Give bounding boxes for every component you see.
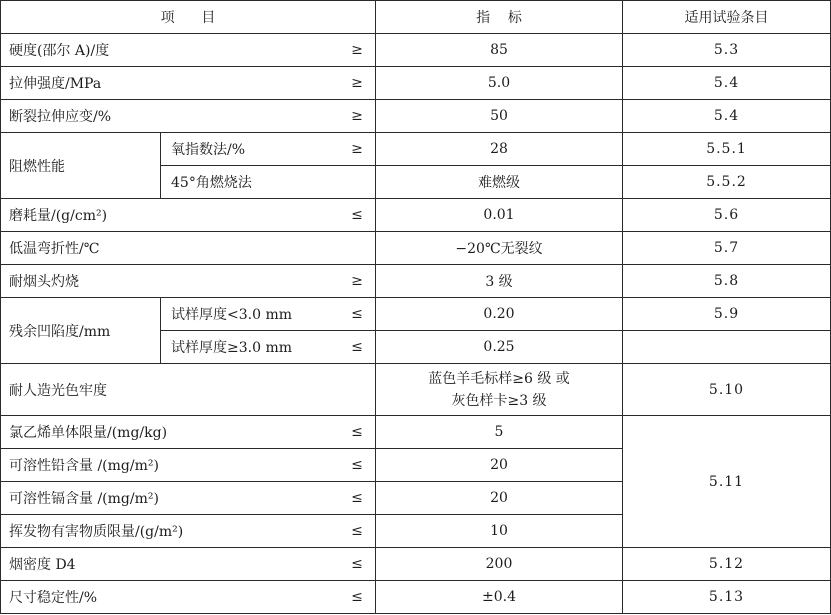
clause-cell: 5.10 xyxy=(623,364,831,416)
item-cell xyxy=(1,100,376,133)
table-row xyxy=(1,199,831,232)
table-row xyxy=(1,34,831,67)
item-cell: 残余凹陷度/mm xyxy=(1,298,161,364)
clause-cell: 5.5.1 xyxy=(623,133,831,166)
item-label: 可溶性铅含量 /(mg/m²) xyxy=(9,458,159,474)
clause-cell xyxy=(623,331,831,364)
sub-item-cell xyxy=(161,298,376,331)
header-value: 指 标 xyxy=(376,1,623,34)
item-cell xyxy=(1,515,376,548)
value-cell xyxy=(376,364,623,416)
comparator: ≤ xyxy=(351,490,363,506)
comparator: ≤ xyxy=(351,589,363,605)
value-cell: ±0.4 xyxy=(376,581,623,614)
table-row xyxy=(1,232,831,265)
item-cell xyxy=(1,581,376,614)
sub-item-label: 试样厚度≥3.0 mm xyxy=(171,340,292,356)
item-label: 氯乙烯单体限量/(mg/kg) xyxy=(9,425,168,441)
comparator: ≤ xyxy=(351,457,363,473)
item-label: 尺寸稳定性/% xyxy=(9,590,98,606)
item-cell xyxy=(1,548,376,581)
clause-cell: 5.13 xyxy=(623,581,831,614)
clause-cell: 5.6 xyxy=(623,199,831,232)
table-row xyxy=(1,265,831,298)
header-item: 项 目 xyxy=(1,1,376,34)
item-cell xyxy=(1,67,376,100)
comparator: ≥ xyxy=(351,75,363,91)
clause-cell: 5.4 xyxy=(623,100,831,133)
clause-cell: 5.8 xyxy=(623,265,831,298)
item-label: 可溶性镉含量 /(mg/m²) xyxy=(9,491,159,507)
sub-item-label: 氧指数法/% xyxy=(171,142,246,158)
header-clause: 适用试验条目 xyxy=(623,1,831,34)
clause-cell: 5.7 xyxy=(623,232,831,265)
value-cell: 5 xyxy=(376,416,623,449)
item-cell xyxy=(1,265,376,298)
item-cell xyxy=(1,364,376,416)
item-cell xyxy=(1,416,376,449)
value-cell: 5.0 xyxy=(376,67,623,100)
item-cell xyxy=(1,449,376,482)
table-row xyxy=(1,100,831,133)
comparator: ≥ xyxy=(351,42,363,58)
item-label: 磨耗量/(g/cm²) xyxy=(9,208,108,224)
clause-cell: 5.12 xyxy=(623,548,831,581)
comparator: ≤ xyxy=(351,424,363,440)
sub-item-label: 试样厚度<3.0 mm xyxy=(171,307,292,323)
value-cell: 0.01 xyxy=(376,199,623,232)
value-cell: 85 xyxy=(376,34,623,67)
comparator: ≤ xyxy=(351,306,363,322)
table-row xyxy=(1,416,831,449)
item-label: 低温弯折性/℃ xyxy=(9,241,100,257)
comparator: ≥ xyxy=(351,108,363,124)
header-row xyxy=(1,1,831,34)
clause-cell: 5.4 xyxy=(623,67,831,100)
comparator: ≤ xyxy=(351,207,363,223)
table-row xyxy=(1,548,831,581)
item-label: 硬度(邵尔 A)/度 xyxy=(9,43,110,59)
item-cell xyxy=(1,232,376,265)
table-row xyxy=(1,67,831,100)
item-label: 拉伸强度/MPa xyxy=(9,76,102,92)
value-cell: 28 xyxy=(376,133,623,166)
value-cell: 难燃级 xyxy=(376,166,623,199)
clause-cell: 5.3 xyxy=(623,34,831,67)
table-row xyxy=(1,298,831,331)
sub-item-cell xyxy=(161,166,376,199)
sub-item-cell xyxy=(161,331,376,364)
comparator: ≤ xyxy=(351,339,363,355)
sub-item-label: 45°角燃烧法 xyxy=(171,175,252,191)
value-cell: 200 xyxy=(376,548,623,581)
table-row xyxy=(1,581,831,614)
value-cell: 3 级 xyxy=(376,265,623,298)
sub-item-cell xyxy=(161,133,376,166)
clause-cell: 5.5.2 xyxy=(623,166,831,199)
value-line: 灰色样卡≥3 级 xyxy=(451,392,547,409)
value-cell: 0.25 xyxy=(376,331,623,364)
item-cell xyxy=(1,482,376,515)
table-row xyxy=(1,364,831,416)
value-cell: 50 xyxy=(376,100,623,133)
clause-cell: 5.9 xyxy=(623,298,831,331)
item-label: 烟密度 D4 xyxy=(9,557,76,573)
item-label: 耐烟头灼烧 xyxy=(9,274,79,290)
comparator: ≤ xyxy=(351,523,363,539)
comparator: ≥ xyxy=(351,273,363,289)
clause-cell: 5.11 xyxy=(623,416,831,548)
comparator: ≥ xyxy=(351,141,363,157)
value-cell: 0.20 xyxy=(376,298,623,331)
value-cell: 20 xyxy=(376,482,623,515)
comparator: ≤ xyxy=(351,556,363,572)
value-cell: −20℃无裂纹 xyxy=(376,232,623,265)
value-cell: 10 xyxy=(376,515,623,548)
value-cell: 20 xyxy=(376,449,623,482)
item-cell xyxy=(1,199,376,232)
item-cell: 阻燃性能 xyxy=(1,133,161,199)
table-row xyxy=(1,133,831,166)
value-line: 蓝色羊毛标样≥6 级 或 xyxy=(428,370,570,387)
item-label: 耐人造光色牢度 xyxy=(9,382,107,399)
item-cell xyxy=(1,34,376,67)
item-label: 挥发物有害物质限量/(g/m²) xyxy=(9,524,184,540)
item-label: 断裂拉伸应变/% xyxy=(9,109,112,125)
